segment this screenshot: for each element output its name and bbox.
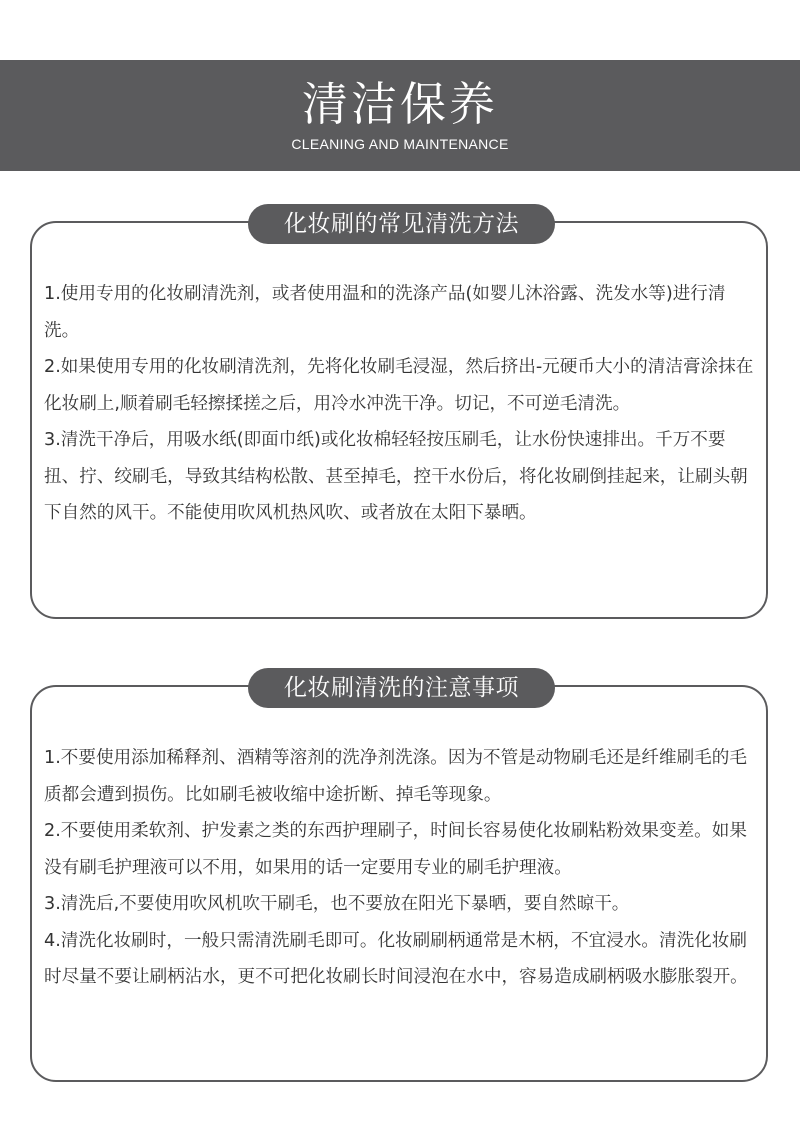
paragraph: 3.清洗干净后，用吸水纸(即面巾纸)或化妆棉轻轻按压刷毛，让水份快速排出。千万不要扭、拧、绞刷毛，导致其结构松散、甚至掉毛，控干水份后，将化妆刷倒挂起来，让刷头朝下自然的风干。不能使用吹风机热风吹、或者放在太阳下暴晒。 — [44, 430, 748, 523]
section-body — [44, 740, 756, 996]
paragraph: 1.使用专用的化妆刷清洗剂，或者使用温和的洗涤产品(如婴儿沐浴露、洗发水等)进行清洗。 — [44, 284, 726, 341]
page-subtitle: CLEANING AND MAINTENANCE — [291, 136, 509, 152]
paragraph: 3.清洗后,不要使用吹风机吹干刷毛，也不要放在阳光下暴晒，要自然晾干。 — [44, 894, 630, 914]
section-title: 化妆刷清洗的注意事项 — [248, 668, 555, 708]
paragraph: 1.不要使用添加稀释剂、酒精等溶剂的洗净剂洗涤。因为不管是动物刷毛还是纤维刷毛的毛质都会遭到损伤。比如刷毛被收缩中途折断、掉毛等现象。 — [44, 748, 747, 805]
section-cleaning-notes — [30, 675, 768, 1082]
paragraph: 2.如果使用专用的化妆刷清洗剂，先将化妆刷毛浸湿，然后挤出-元硬币大小的清洁膏涂抹在化妆刷上,顺着刷毛轻擦揉搓之后，用冷水冲洗干净。切记，不可逆毛清洗。 — [44, 357, 754, 414]
header-banner — [0, 60, 800, 171]
section-cleaning-methods — [30, 211, 768, 619]
section-body — [44, 276, 756, 532]
section-title: 化妆刷的常见清洗方法 — [248, 204, 555, 244]
page-title: 清洁保养 — [302, 77, 498, 131]
paragraph: 4.清洗化妆刷时，一般只需清洗刷毛即可。化妆刷刷柄通常是木柄，不宜浸水。清洗化妆刷时尽量不要让刷柄沾水，更不可把化妆刷长时间浸泡在水中，容易造成刷柄吸水膨胀裂开。 — [44, 930, 748, 987]
paragraph: 2.不要使用柔软剂、护发素之类的东西护理刷子，时间长容易使化妆刷粘粉效果变差。如果没有刷毛护理液可以不用，如果用的话一定要用专业的刷毛护理液。 — [44, 821, 747, 878]
